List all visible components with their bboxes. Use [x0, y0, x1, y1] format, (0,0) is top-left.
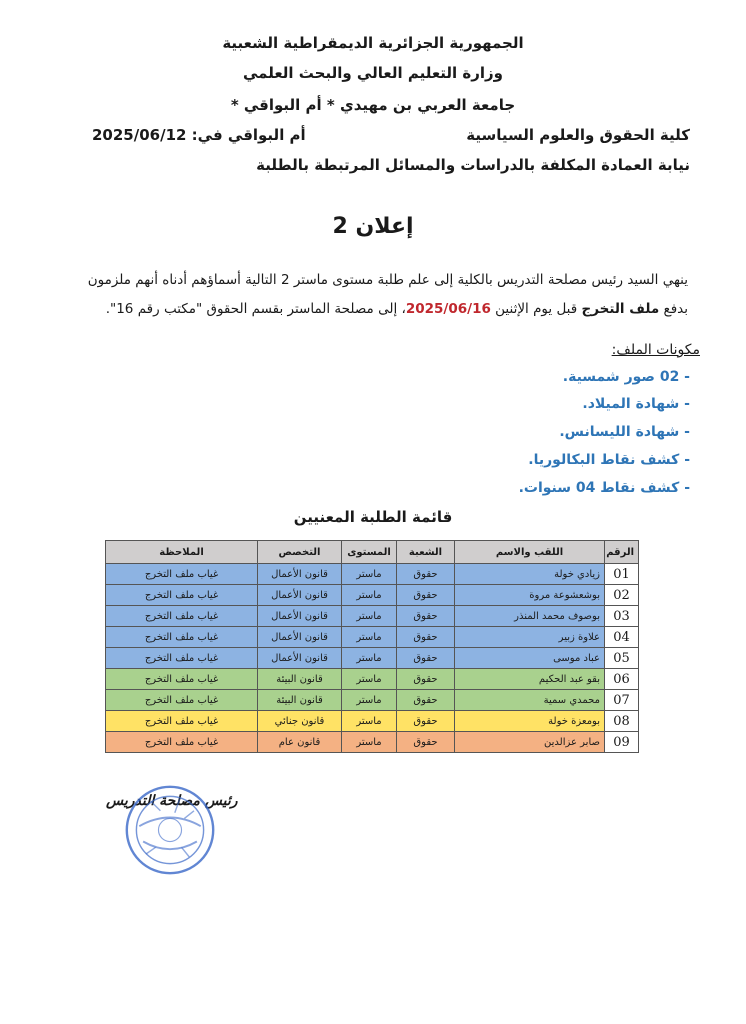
- cell-specialty: قانون البيئة: [258, 669, 342, 690]
- cell-branch: حقوق: [397, 690, 455, 711]
- students-table: [105, 540, 639, 753]
- cell-num: 01: [605, 564, 639, 585]
- cell-level: ماستر: [342, 585, 397, 606]
- announcement-title: إعلان 2: [332, 214, 414, 239]
- cell-branch: حقوق: [397, 732, 455, 753]
- cell-num: 04: [605, 627, 639, 648]
- table-header-row: [106, 541, 639, 564]
- cell-branch: حقوق: [397, 711, 455, 732]
- component-item: - 02 صور شمسية.: [562, 369, 690, 385]
- signature-label: رئيس مصلحة التدريس: [106, 793, 238, 809]
- p2-text-d: ، إلى مصلحة الماستر بقسم الحقوق "مكتب رقم 16".: [105, 301, 406, 317]
- faculty-heading: كلية الحقوق والعلوم السياسية: [466, 126, 690, 144]
- table-row: [106, 564, 639, 585]
- cell-name: علاوة زبير: [455, 627, 605, 648]
- cell-level: ماستر: [342, 690, 397, 711]
- cell-name: محمدي سمية: [455, 690, 605, 711]
- cell-num: 02: [605, 585, 639, 606]
- cell-note: غياب ملف التخرج: [106, 711, 258, 732]
- cell-branch: حقوق: [397, 627, 455, 648]
- cell-name: بوصوف محمد المنذر: [455, 606, 605, 627]
- cell-note: غياب ملف التخرج: [106, 732, 258, 753]
- cell-level: ماستر: [342, 711, 397, 732]
- cell-specialty: قانون الأعمال: [258, 585, 342, 606]
- cell-specialty: قانون البيئة: [258, 690, 342, 711]
- header-level: المستوى: [342, 541, 397, 564]
- cell-name: بقو عبد الحكيم: [455, 669, 605, 690]
- cell-note: غياب ملف التخرج: [106, 606, 258, 627]
- cell-level: ماستر: [342, 627, 397, 648]
- header-name: اللقب والاسم: [455, 541, 605, 564]
- cell-level: ماستر: [342, 732, 397, 753]
- table-row: [106, 648, 639, 669]
- cell-branch: حقوق: [397, 585, 455, 606]
- cell-specialty: قانون عام: [258, 732, 342, 753]
- header-note: الملاحظة: [106, 541, 258, 564]
- table-row: [106, 606, 639, 627]
- deadline-date: 2025/06/16: [405, 301, 491, 317]
- announcement-paragraph-1: ينهي السيد رئيس مصلحة التدريس بالكلية إلى علم طلبة مستوى ماستر 2 التالية أسماؤهم أدناه أنهم ملزمون: [87, 272, 688, 288]
- cell-note: غياب ملف التخرج: [106, 648, 258, 669]
- cell-num: 09: [605, 732, 639, 753]
- cell-num: 06: [605, 669, 639, 690]
- p2-text-file: ملف التخرج: [581, 301, 660, 317]
- dean-office-heading: نيابة العمادة المكلفة بالدراسات والمسائل المرتبطة بالطلبة: [256, 156, 690, 174]
- table-row: [106, 732, 639, 753]
- p2-text-a: بدفع: [659, 301, 688, 317]
- students-list-title: قائمة الطلبة المعنيين: [293, 508, 453, 526]
- cell-name: صابر عزالدين: [455, 732, 605, 753]
- cell-specialty: قانون جنائي: [258, 711, 342, 732]
- components-title: مكونات الملف:: [611, 342, 700, 358]
- p2-text-c: قبل يوم الإثنين: [490, 301, 582, 317]
- announcement-paragraph-2: [48, 301, 688, 317]
- cell-name: بوشعشوعة مروة: [455, 585, 605, 606]
- cell-specialty: قانون الأعمال: [258, 627, 342, 648]
- cell-level: ماستر: [342, 606, 397, 627]
- table-row: [106, 627, 639, 648]
- cell-level: ماستر: [342, 648, 397, 669]
- table-row: [106, 690, 639, 711]
- component-item: - كشف نقاط 04 سنوات.: [518, 480, 690, 496]
- cell-note: غياب ملف التخرج: [106, 564, 258, 585]
- official-stamp-icon: [122, 782, 218, 878]
- header-num: الرقم: [605, 541, 639, 564]
- cell-specialty: قانون الأعمال: [258, 648, 342, 669]
- header-branch: الشعبة: [397, 541, 455, 564]
- cell-level: ماستر: [342, 669, 397, 690]
- cell-num: 07: [605, 690, 639, 711]
- university-heading: جامعة العربي بن مهيدي * أم البواقي *: [230, 96, 516, 114]
- place-date: أم البواقي في: 2025/06/12: [92, 126, 306, 144]
- republic-heading: الجمهورية الجزائرية الديمقراطية الشعبية: [222, 34, 524, 52]
- cell-num: 05: [605, 648, 639, 669]
- header-specialty: التخصص: [258, 541, 342, 564]
- cell-name: زيادي خولة: [455, 564, 605, 585]
- cell-specialty: قانون الأعمال: [258, 606, 342, 627]
- table-row: [106, 711, 639, 732]
- cell-branch: حقوق: [397, 648, 455, 669]
- cell-note: غياب ملف التخرج: [106, 585, 258, 606]
- component-item: - شهادة الميلاد.: [582, 396, 690, 412]
- table-row: [106, 585, 639, 606]
- cell-note: غياب ملف التخرج: [106, 669, 258, 690]
- cell-note: غياب ملف التخرج: [106, 627, 258, 648]
- cell-branch: حقوق: [397, 669, 455, 690]
- cell-branch: حقوق: [397, 564, 455, 585]
- component-item: - شهادة الليسانس.: [559, 424, 690, 440]
- cell-level: ماستر: [342, 564, 397, 585]
- component-item: - كشف نقاط البكالوريا.: [528, 452, 690, 468]
- table-row: [106, 669, 639, 690]
- cell-num: 08: [605, 711, 639, 732]
- cell-num: 03: [605, 606, 639, 627]
- cell-name: عباد موسى: [455, 648, 605, 669]
- cell-specialty: قانون الأعمال: [258, 564, 342, 585]
- ministry-heading: وزارة التعليم العالي والبحث العلمي: [242, 64, 504, 82]
- cell-branch: حقوق: [397, 606, 455, 627]
- cell-name: بومعزة خولة: [455, 711, 605, 732]
- cell-note: غياب ملف التخرج: [106, 690, 258, 711]
